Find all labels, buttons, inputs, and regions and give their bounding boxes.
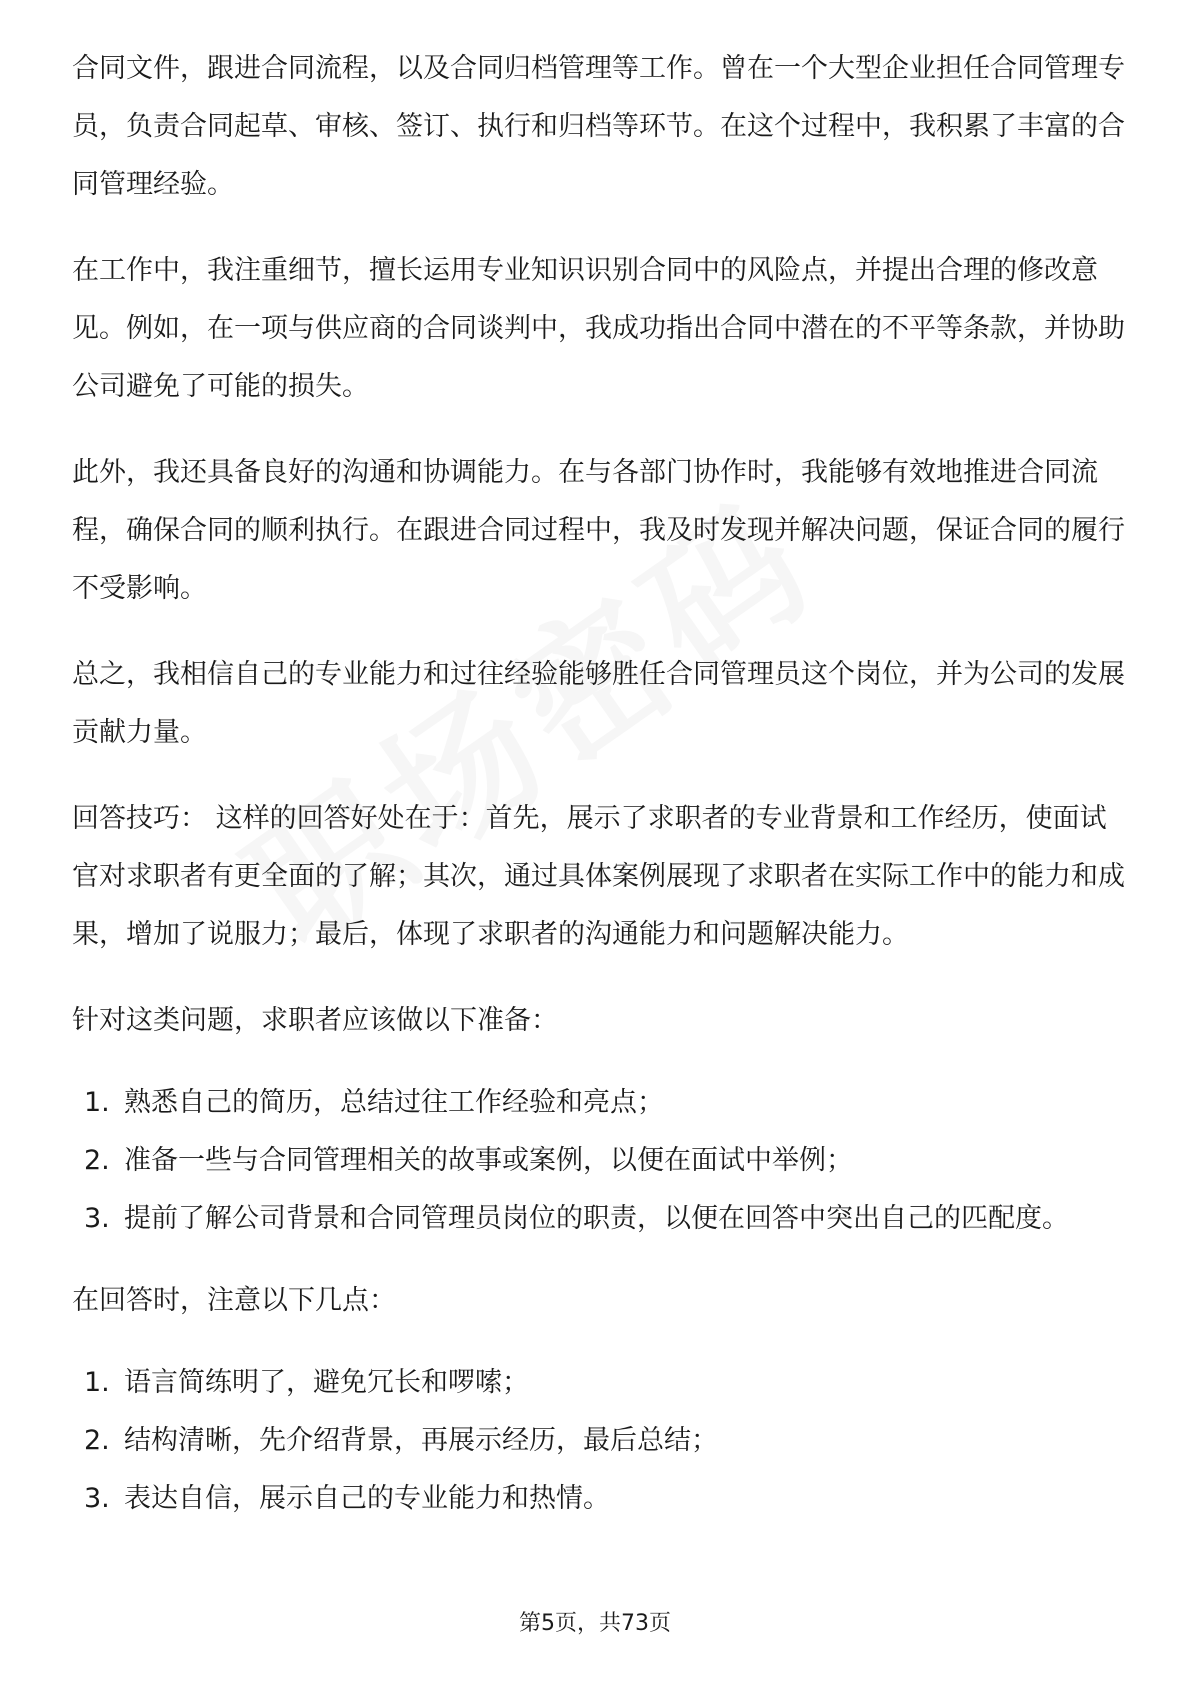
list-number: 1. [84, 1367, 110, 1398]
list-text: 准备一些与合同管理相关的故事或案例，以便在面试中举例； [124, 1145, 853, 1176]
list-item [72, 1132, 1132, 1190]
paragraph-experience: 合同文件，跟进合同流程，以及合同归档管理等工作。曾在一个大型企业担任合同管理专员，负责合同起草、审核、签订、执行和归档等环节。在这个过程中，我积累了丰富的合同管理经验。 [72, 53, 1125, 200]
prep-list [72, 1074, 1132, 1248]
list-item [72, 1470, 1132, 1528]
list-text: 熟悉自己的简历，总结过往工作经验和亮点； [124, 1087, 664, 1118]
page-footer: 第5页，共73页 [519, 1611, 671, 1636]
list-number: 2. [84, 1145, 110, 1176]
prep-intro: 针对这类问题，求职者应该做以下准备： [72, 1005, 558, 1036]
answer-list [72, 1354, 1132, 1528]
list-number: 1. [84, 1087, 110, 1118]
list-item [72, 1412, 1132, 1470]
paragraph-detail: 在工作中，我注重细节，擅长运用专业知识识别合同中的风险点，并提出合理的修改意见。例如，在一项与供应商的合同谈判中，我成功指出合同中潜在的不平等条款，并协助公司避免了可能的损失。 [72, 255, 1125, 402]
list-text: 表达自信，展示自己的专业能力和热情。 [124, 1483, 610, 1514]
list-number: 2. [84, 1425, 110, 1456]
list-item [72, 1190, 1132, 1248]
document-body [72, 40, 1132, 1552]
list-text: 语言简练明了，避免冗长和啰嗦； [124, 1367, 529, 1398]
list-text: 提前了解公司背景和合同管理员岗位的职责，以便在回答中突出自己的匹配度。 [124, 1203, 1069, 1234]
list-number: 3. [84, 1203, 110, 1234]
list-text: 结构清晰，先介绍背景，再展示经历，最后总结； [124, 1425, 718, 1456]
answer-intro: 在回答时，注意以下几点： [72, 1285, 396, 1316]
paragraph-answer-tips: 回答技巧： 这样的回答好处在于：首先，展示了求职者的专业背景和工作经历，使面试官对求职者有更全面的了解；其次，通过具体案例展现了求职者在实际工作中的能力和成果，增加了说服力；最后，体现了求职者的沟通能力和问题解决能力。 [72, 803, 1125, 950]
paragraph-communication: 此外，我还具备良好的沟通和协调能力。在与各部门协作时，我能够有效地推进合同流程，确保合同的顺利执行。在跟进合同过程中，我及时发现并解决问题，保证合同的履行不受影响。 [72, 457, 1125, 604]
list-item [72, 1074, 1132, 1132]
list-number: 3. [84, 1483, 110, 1514]
paragraph-conclusion: 总之，我相信自己的专业能力和过往经验能够胜任合同管理员这个岗位，并为公司的发展贡献力量。 [72, 659, 1125, 748]
list-item [72, 1354, 1132, 1412]
